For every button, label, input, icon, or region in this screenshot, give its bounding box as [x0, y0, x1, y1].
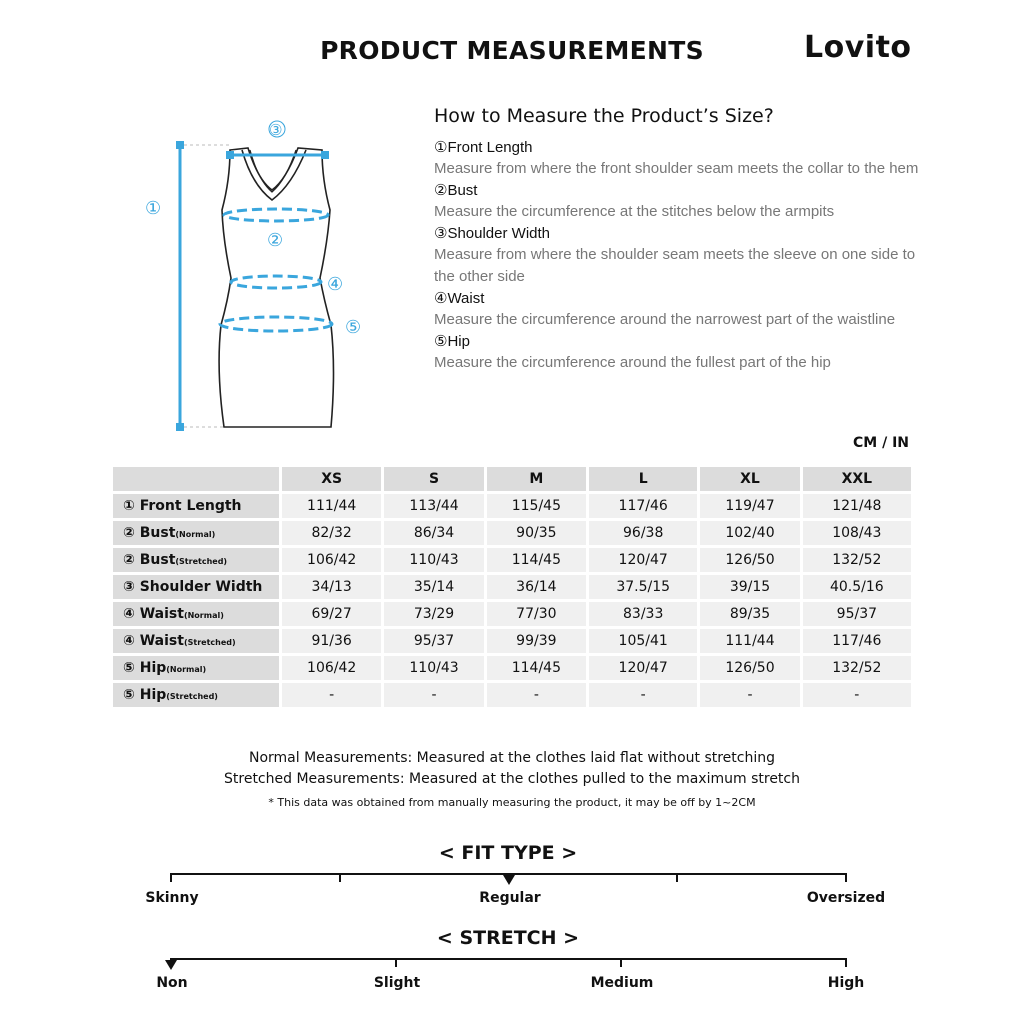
table-cell: 35/14	[384, 575, 483, 599]
guide-item-desc: Measure from where the front shoulder seam meets the collar to the hem	[434, 160, 919, 177]
table-cell: -	[384, 683, 483, 707]
stretched-note: Stretched Measurements: Measured at the clothes pulled to the maximum stretch	[224, 771, 800, 787]
size-header: XXL	[803, 467, 911, 491]
brand-logo: Lovito	[804, 30, 912, 65]
row-label-text: ⑤ Hip	[123, 660, 167, 676]
stretch-label-slight: Slight	[373, 975, 421, 991]
row-label-text: ② Bust	[123, 552, 176, 568]
guide-item-title: ④Waist	[434, 290, 485, 307]
table-cell: 36/14	[487, 575, 586, 599]
table-cell: 110/43	[384, 548, 483, 572]
unit-label: CM / IN	[853, 435, 909, 451]
stretch-label-medium: Medium	[590, 975, 654, 991]
table-cell: 95/37	[803, 602, 911, 626]
guide-item	[434, 180, 934, 223]
size-header: S	[384, 467, 483, 491]
guide-heading: How to Measure the Product’s Size?	[434, 105, 774, 127]
guide-item-desc: Measure from where the shoulder seam meets the sleeve on one side to the other side	[434, 246, 916, 285]
fit-type-left-label: Skinny	[145, 890, 199, 906]
normal-note: Normal Measurements: Measured at the clothes laid flat without stretching	[249, 750, 775, 766]
stretch-label-non: Non	[156, 975, 188, 991]
table-cell: 117/46	[803, 629, 911, 653]
row-label-text: ② Bust	[123, 525, 176, 541]
front-length-bottom-cap	[176, 423, 184, 431]
table-cell: 126/50	[700, 656, 799, 680]
table-cell: 106/42	[282, 656, 381, 680]
table-cell: 111/44	[700, 629, 799, 653]
table-cell: 119/47	[700, 494, 799, 518]
table-cell: 96/38	[589, 521, 697, 545]
hip-label: ⑤	[345, 317, 362, 338]
guide-item-desc: Measure the circumference around the narrowest part of the waistline	[434, 311, 896, 328]
measurement-guide	[434, 105, 934, 374]
table-cell: 40.5/16	[803, 575, 911, 599]
table-cell: -	[282, 683, 381, 707]
disclaimer: * This data was obtained from manually measuring the product, it may be off by 1~2CM	[268, 796, 756, 809]
guide-item-desc: Measure the circumference around the fullest part of the hip	[434, 354, 831, 371]
table-cell: 110/43	[384, 656, 483, 680]
measurement-notes	[0, 748, 1024, 809]
size-table	[110, 464, 914, 710]
table-row	[113, 656, 911, 680]
table-cell: 89/35	[700, 602, 799, 626]
row-label-sub: (Normal)	[166, 665, 207, 674]
fit-type-right-label: Oversized	[806, 890, 886, 906]
size-header: L	[589, 467, 697, 491]
fit-type-tick	[676, 873, 678, 882]
table-cell: 121/48	[803, 494, 911, 518]
fit-type-tick	[845, 873, 847, 882]
table-cell: 37.5/15	[589, 575, 697, 599]
row-label	[113, 575, 279, 599]
table-cell: 39/15	[700, 575, 799, 599]
table-cell: 113/44	[384, 494, 483, 518]
size-header-row	[113, 467, 911, 491]
guide-item-title: ①Front Length	[434, 139, 533, 156]
fit-type-title: < FIT TYPE >	[438, 842, 578, 864]
stretch-title: < STRETCH >	[436, 927, 580, 949]
table-cell: 132/52	[803, 548, 911, 572]
row-label-sub: (Normal)	[175, 530, 216, 539]
table-cell: 86/34	[384, 521, 483, 545]
guide-item-desc: Measure the circumference at the stitches below the armpits	[434, 203, 835, 220]
dress-diagram	[130, 110, 380, 440]
guide-item	[434, 288, 934, 331]
table-cell: 69/27	[282, 602, 381, 626]
table-cell: 114/45	[487, 548, 586, 572]
waist-label: ④	[327, 274, 344, 295]
table-cell: -	[700, 683, 799, 707]
row-label-text: ⑤ Hip	[123, 687, 167, 703]
row-label-text: ① Front Length	[123, 498, 242, 514]
table-cell: 120/47	[589, 656, 697, 680]
header-blank	[113, 467, 279, 491]
row-label	[113, 602, 279, 626]
row-label	[113, 683, 279, 707]
table-row	[113, 575, 911, 599]
table-cell: -	[487, 683, 586, 707]
table-cell: 120/47	[589, 548, 697, 572]
size-header: XS	[282, 467, 381, 491]
table-cell: 114/45	[487, 656, 586, 680]
row-label	[113, 629, 279, 653]
table-cell: 115/45	[487, 494, 586, 518]
stretch-marker	[165, 960, 177, 970]
row-label-text: ④ Waist	[123, 606, 184, 622]
size-header: M	[487, 467, 586, 491]
table-cell: 82/32	[282, 521, 381, 545]
table-row	[113, 683, 911, 707]
stretch-label-high: High	[827, 975, 865, 991]
table-cell: 34/13	[282, 575, 381, 599]
table-cell: 90/35	[487, 521, 586, 545]
guide-item-title: ③Shoulder Width	[434, 225, 551, 242]
table-cell: 105/41	[589, 629, 697, 653]
size-header: XL	[700, 467, 799, 491]
row-label-sub: (Stretched)	[183, 638, 236, 647]
table-row	[113, 521, 911, 545]
table-cell: -	[803, 683, 911, 707]
row-label-text: ③ Shoulder Width	[123, 579, 263, 595]
stretch-tick	[620, 958, 622, 967]
table-cell: 117/46	[589, 494, 697, 518]
table-cell: 111/44	[282, 494, 381, 518]
guide-item-title: ②Bust	[434, 182, 478, 199]
row-label	[113, 494, 279, 518]
table-row	[113, 629, 911, 653]
table-cell: 77/30	[487, 602, 586, 626]
fit-type-tick	[339, 873, 341, 882]
shoulder-label: ③	[269, 121, 283, 139]
stretch-tick	[845, 958, 847, 967]
table-row	[113, 494, 911, 518]
guide-item	[434, 137, 934, 180]
stretch-scale	[171, 958, 847, 960]
guide-item-title: ⑤Hip	[434, 333, 470, 350]
guide-item	[434, 331, 934, 374]
table-row	[113, 548, 911, 572]
bust-label: ②	[267, 230, 284, 251]
table-cell: -	[589, 683, 697, 707]
row-label-sub: (Normal)	[183, 611, 224, 620]
row-label	[113, 521, 279, 545]
table-cell: 83/33	[589, 602, 697, 626]
row-label-sub: (Stretched)	[175, 557, 228, 566]
table-cell: 73/29	[384, 602, 483, 626]
table-cell: 132/52	[803, 656, 911, 680]
row-label	[113, 656, 279, 680]
table-cell: 108/43	[803, 521, 911, 545]
table-cell: 102/40	[700, 521, 799, 545]
page-title: PRODUCT MEASUREMENTS	[320, 36, 704, 65]
front-length-label: ①	[145, 198, 162, 219]
stretch-tick	[395, 958, 397, 967]
table-cell: 95/37	[384, 629, 483, 653]
table-cell: 106/42	[282, 548, 381, 572]
front-length-top-cap	[176, 141, 184, 149]
fit-type-tick	[170, 873, 172, 882]
row-label	[113, 548, 279, 572]
guide-item	[434, 223, 934, 288]
table-row	[113, 602, 911, 626]
table-cell: 99/39	[487, 629, 586, 653]
table-cell: 126/50	[700, 548, 799, 572]
row-label-sub: (Stretched)	[166, 692, 218, 701]
row-label-text: ④ Waist	[123, 633, 184, 649]
table-cell: 91/36	[282, 629, 381, 653]
fit-type-marker	[503, 875, 515, 885]
fit-type-middle-label: Regular	[479, 890, 541, 906]
